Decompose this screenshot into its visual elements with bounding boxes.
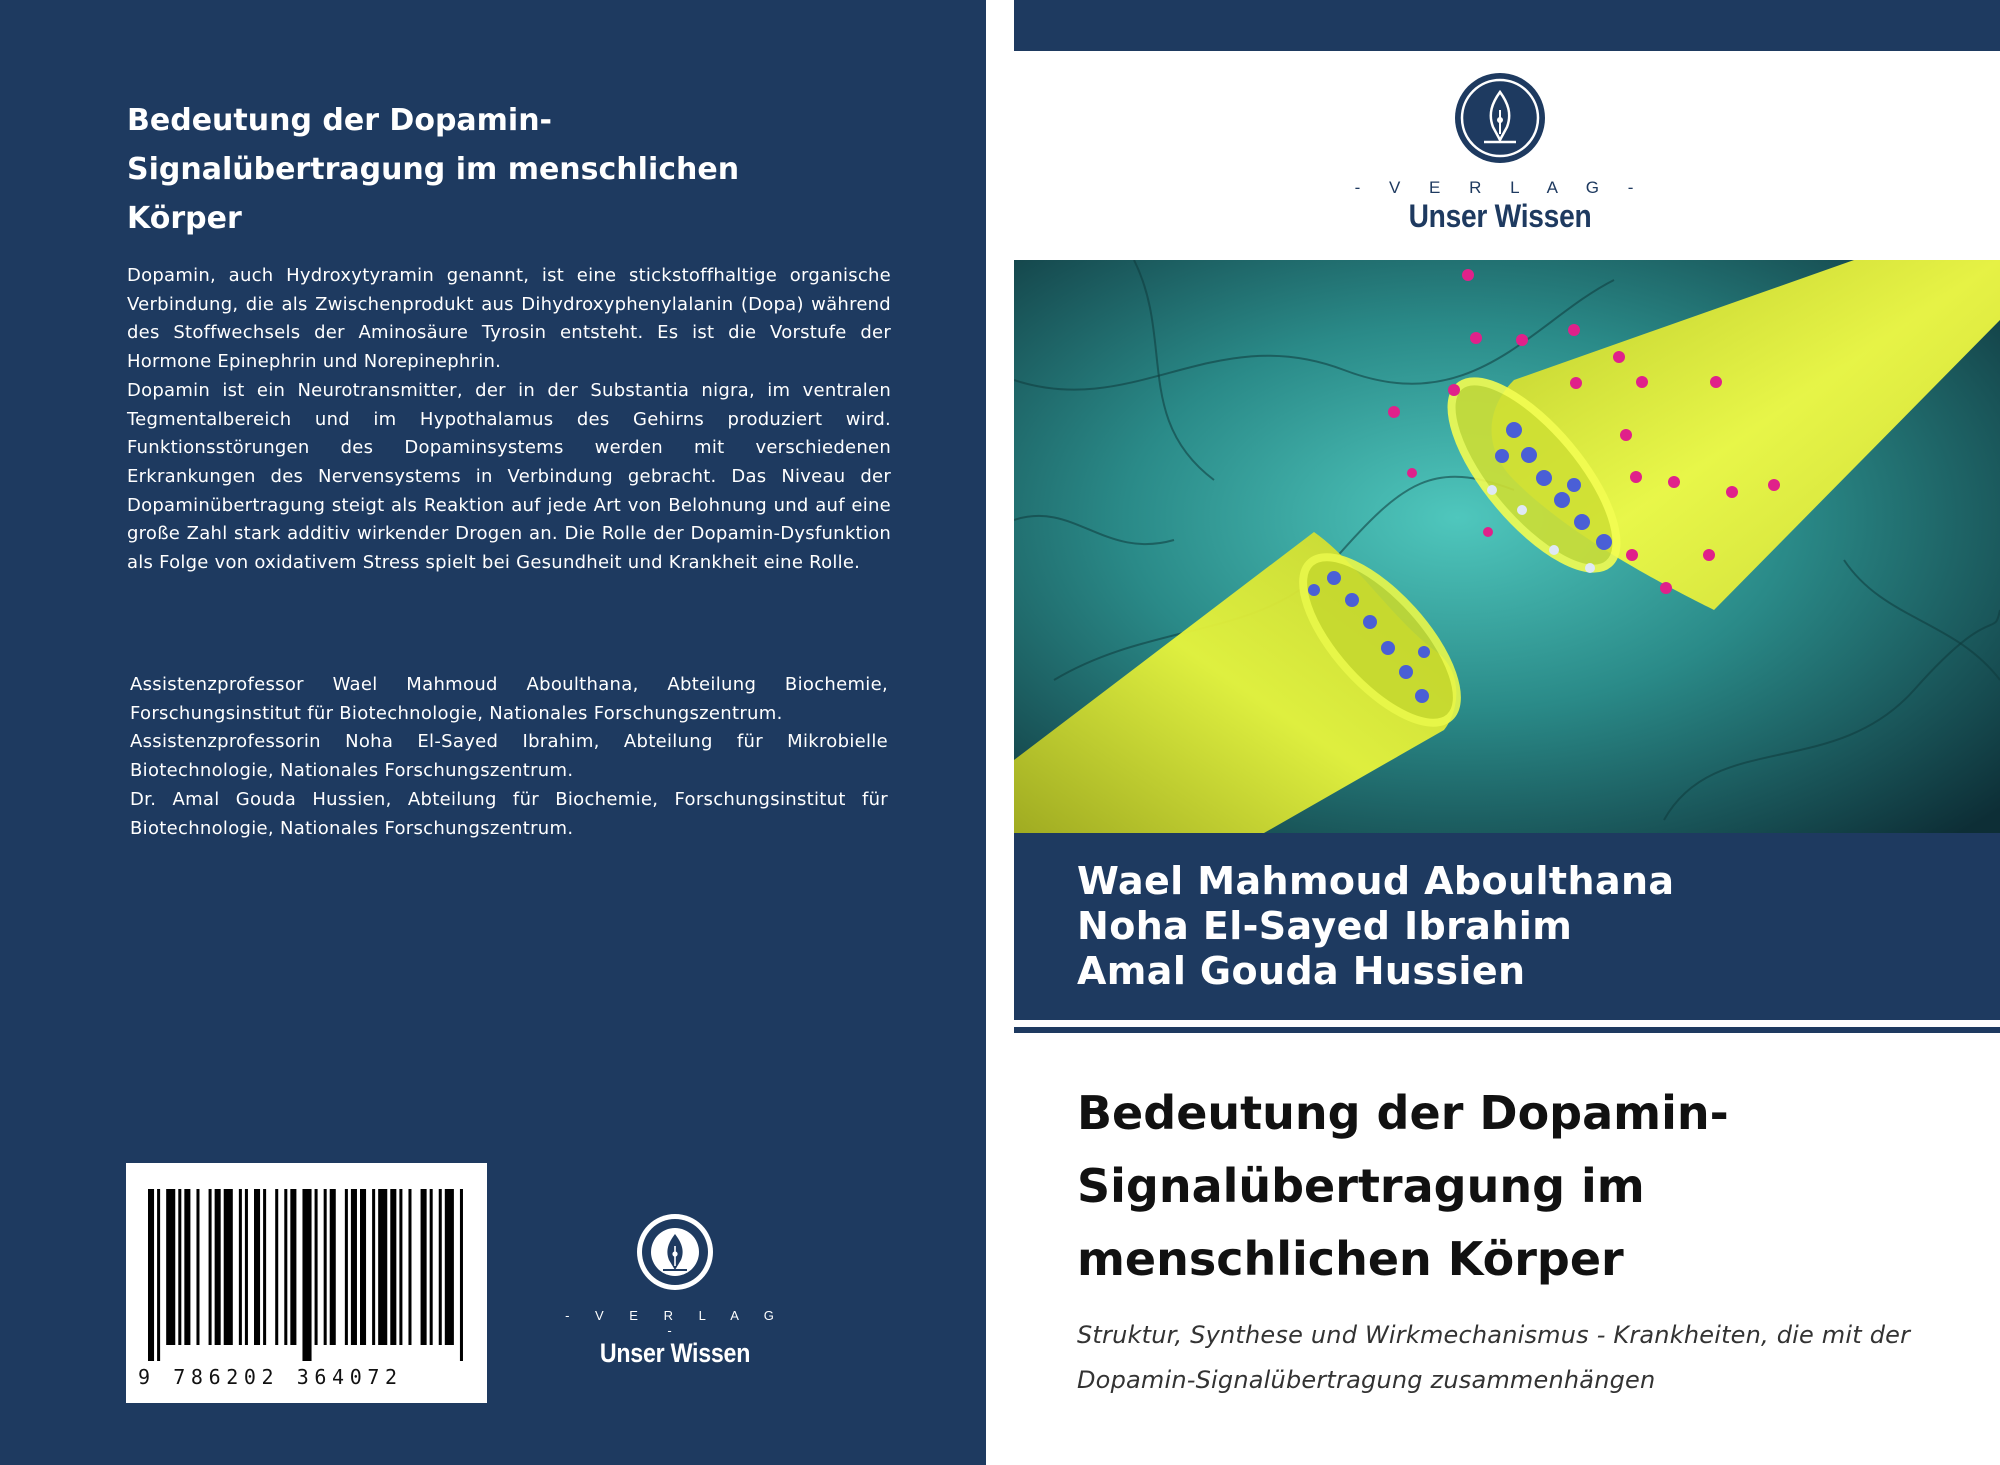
fountain-pen-nib-icon <box>1454 72 1546 164</box>
front-authors-band <box>1014 833 2000 1020</box>
fountain-pen-nib-icon <box>635 1212 715 1292</box>
back-cover-blurb <box>127 262 891 578</box>
back-cover <box>0 0 986 1465</box>
blurb-paragraph: Dopamin, auch Hydroxytyramin genannt, ist eine stickstoffhaltige organische Verbindung, die als Zwischenprodukt aus Dihydroxyphenylalanin (Dopa) während des Stoffwechsels der Aminosäure Tyrosin entsteht. Es ist die Vorstufe der Hormone Epinephrin und Norepinephrin. <box>127 265 891 373</box>
blurb-paragraph: Dopamin ist ein Neurotransmitter, der in der Substantia nigra, im ventralen Tegmentalbereich und im Hypothalamus des Gehirns produziert wird. Funktionsstörungen des Dopaminsystems werden mit verschiedenen Erkrankungen des Nervensystems in Verbindung gebracht. Das Niveau der Dopaminübertragung steigt als Reaktion auf jede Art von Belohnung und auf eine große Zahl stark additiv wirkender Drogen an. Die Rolle der Dopamin-Dysfunktion als Folge von oxidativem Stress spielt bei Gesundheit und Krankheit eine Rolle. <box>127 379 891 574</box>
isbn-barcode <box>126 1163 487 1403</box>
author-bio: Assistenzprofessor Wael Mahmoud Aboulthana, Abteilung Biochemie, Forschungsinstitut für Biotechnologie, Nationales Forschungszentrum. <box>130 674 888 724</box>
author-name: Wael Mahmoud Aboulthana <box>1077 859 1675 903</box>
book-subtitle: Struktur, Synthese und Wirkmechanismus - Krankheiten, die mit der Dopamin-Signalübertragung zusammenhängen <box>1077 1321 1911 1394</box>
author-name: Noha El-Sayed Ibrahim <box>1077 904 1573 948</box>
back-cover-title: Bedeutung der Dopamin-Signalübertragung im menschlichen Körper <box>127 103 740 236</box>
synapse-illustration <box>1014 260 2000 833</box>
back-publisher-logo <box>555 1212 795 1369</box>
author-name: Amal Gouda Hussien <box>1077 949 1526 993</box>
barcode <box>148 1189 466 1361</box>
publisher-name: Unser Wissen <box>599 1338 751 1368</box>
publisher-name: Unser Wissen <box>1408 198 1592 234</box>
author-bio: Dr. Amal Gouda Hussien, Abteilung für Biochemie, Forschungsinstitut für Biotechnologie, Nationales Forschungszentrum. <box>130 788 888 839</box>
book-title: Bedeutung der Dopamin-Signalübertragung im menschlichen Körper <box>1077 1086 1729 1286</box>
verlag-label: - V E R L A G - <box>565 1308 785 1338</box>
author-bios <box>130 671 888 843</box>
front-publisher-logo <box>1350 72 1650 235</box>
verlag-label: - V E R L A G - <box>1354 178 1646 197</box>
front-top-band <box>1014 0 2000 51</box>
isbn-digits: 9 786202 364072 <box>138 1365 403 1389</box>
author-bio: Assistenzprofessorin Noha El-Sayed Ibrahim, Abteilung für Mikrobielle Biotechnologie, Nationales Forschungszentrum. <box>130 731 888 782</box>
divider <box>1014 1027 2000 1033</box>
